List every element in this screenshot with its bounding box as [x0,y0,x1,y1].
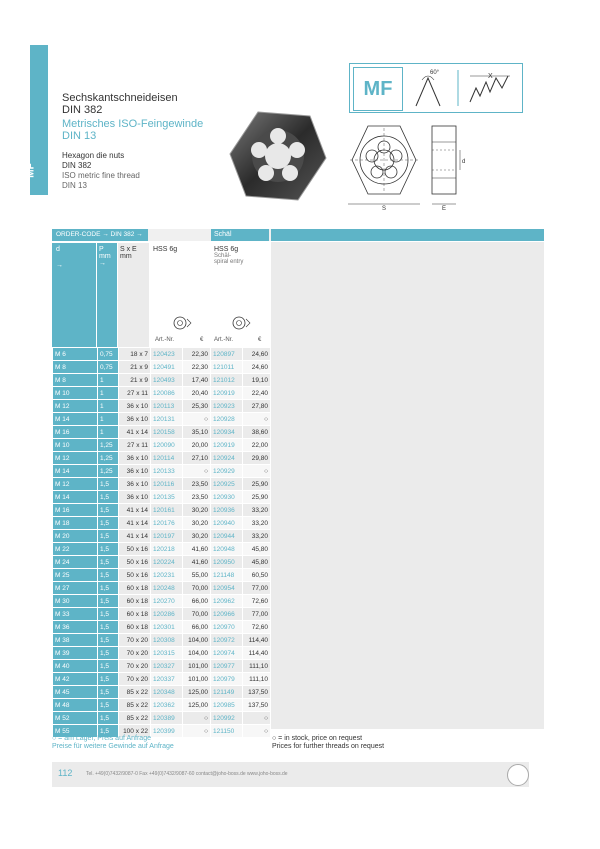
hss-article-cell: 120231 [151,569,182,582]
size-cell: M 10 [53,387,97,400]
hss-price-cell: ○ [183,413,210,426]
size-cell: M 24 [53,556,97,569]
hss-article-cell: 120116 [151,478,182,491]
pitch-cell: 1,5 [98,621,118,634]
size-cell: M 8 [53,374,97,387]
hss-article-cell: 120135 [151,491,182,504]
schal-article-cell: 120950 [211,556,242,569]
size-cell: M 16 [53,504,97,517]
dimension-cell: 70 x 20 [119,634,150,647]
size-cell: M 10 [53,439,97,452]
size-cell: M 12 [53,452,97,465]
schal-price-cell: 38,60 [243,426,270,439]
dimension-cell: 36 x 10 [119,478,150,491]
schal-article-cell: 120936 [211,504,242,517]
hss-article-cell: 120337 [151,673,182,686]
subtitle-de [62,118,203,142]
hss-article-cell: 120491 [151,361,182,374]
dimension-cell: 100 x 22 [119,725,150,738]
table-row [53,426,270,439]
pitch-cell: 1,5 [98,608,118,621]
hex-die-nut-image [228,108,328,204]
dimension-cell: 41 x 14 [119,426,150,439]
table-row [53,491,270,504]
schal-price-cell: 111,10 [243,673,270,686]
dimension-cell: 36 x 10 [119,491,150,504]
hss-article-cell: 120131 [151,413,182,426]
pitch-cell: 1,5 [98,725,118,738]
pitch-cell: 1 [98,374,118,387]
size-cell: M 42 [53,673,97,686]
euro-label-2: € [258,337,262,343]
hss-article-cell: 120158 [151,426,182,439]
mf-label: MF [353,67,403,111]
schal-price-cell: 22,40 [243,387,270,400]
hss-price-cell: ○ [183,725,210,738]
hss-article-cell: 120389 [151,712,182,725]
hss-article-cell: 120161 [151,504,182,517]
table-row [53,569,270,582]
size-cell: M 6 [53,348,97,361]
schal-price-cell: 33,20 [243,530,270,543]
pitch-cell: 1,5 [98,582,118,595]
table-row [53,504,270,517]
dimension-cell: 70 x 20 [119,647,150,660]
dimension-cell: 85 x 22 [119,699,150,712]
hss-price-cell: ○ [183,712,210,725]
pitch-cell: 1,5 [98,491,118,504]
schal-price-cell: 25,90 [243,491,270,504]
size-cell: M 40 [53,660,97,673]
table-row [53,582,270,595]
dimension-cell: 60 x 18 [119,621,150,634]
dimension-cell: 50 x 16 [119,556,150,569]
hss-article-cell: 120308 [151,634,182,647]
schal-article-cell: 120925 [211,478,242,491]
hss-price-cell: 125,00 [183,686,210,699]
pitch-cell: 1,5 [98,478,118,491]
schal-article-cell: 120924 [211,452,242,465]
schal-price-cell: 24,60 [243,348,270,361]
hss-price-cell: 22,30 [183,348,210,361]
pitch-cell: 1 [98,426,118,439]
size-cell: M 12 [53,478,97,491]
table-row [53,452,270,465]
product-table-body [53,348,270,738]
pitch-cell: 1,5 [98,660,118,673]
hss-article-cell: 120176 [151,517,182,530]
schal-price-cell: 72,60 [243,621,270,634]
title-en-line1: Hexagon die nuts [62,151,125,160]
hss-article-cell: 120327 [151,660,182,673]
pitch-cell: 0,75 [98,361,118,374]
hss-price-cell: 101,00 [183,660,210,673]
col-header-hss: HSS 6g [150,243,210,347]
hss-price-cell: 30,20 [183,517,210,530]
col-header-d [52,243,96,347]
dimension-cell: 60 x 18 [119,595,150,608]
hss-article-cell: 120086 [151,387,182,400]
art-label-1: Art.-Nr. [155,337,174,343]
subtitle-en [62,171,140,191]
subtitle-de-line1: Metrisches ISO-Feingewinde [62,118,204,130]
schal-article-cell: 120974 [211,647,242,660]
hss-article-cell: 120224 [151,556,182,569]
schal-article-cell: 120954 [211,582,242,595]
schal-article-cell: 120919 [211,387,242,400]
table-row [53,387,270,400]
schal-price-cell: 33,20 [243,517,270,530]
size-cell: M 39 [53,647,97,660]
order-code-header: ORDER-CODE → DIN 382 → [52,229,148,241]
hss-price-cell: 23,50 [183,491,210,504]
pitch-cell: 1,25 [98,465,118,478]
thread-profile-icon [408,66,518,110]
pitch-cell: 1,5 [98,647,118,660]
schal-price-cell: ○ [243,413,270,426]
hss-price-cell: 20,40 [183,387,210,400]
hss-price-cell: 101,00 [183,673,210,686]
hss-price-cell: 23,50 [183,478,210,491]
schal-price-cell: 22,00 [243,439,270,452]
hss-price-cell: 30,20 [183,530,210,543]
schal-article-cell: 121148 [211,569,242,582]
dimension-cell: 21 x 9 [119,374,150,387]
schal-article-cell: 120930 [211,491,242,504]
table-row [53,413,270,426]
col-header-sxe: S x E mm [118,243,149,347]
schal-article-cell: 120940 [211,517,242,530]
pitch-cell: 1,5 [98,712,118,725]
size-cell: M 20 [53,530,97,543]
hss-price-cell: ○ [183,465,210,478]
dimension-cell: 36 x 10 [119,465,150,478]
size-cell: M 30 [53,595,97,608]
size-cell: M 8 [53,361,97,374]
subtitle-de-line2: DIN 13 [62,130,97,142]
table-row [53,517,270,530]
hss-article-cell: 120315 [151,647,182,660]
pitch-cell: 1 [98,400,118,413]
schal-article-cell: 120929 [211,465,242,478]
pitch-cell: 1 [98,387,118,400]
table-row [53,348,270,361]
pitch-cell: 1,5 [98,673,118,686]
pitch-cell: 1,5 [98,530,118,543]
table-row [53,530,270,543]
svg-text:d: d [462,159,466,165]
dimension-cell: 21 x 9 [119,361,150,374]
dimension-cell: 50 x 16 [119,569,150,582]
dimension-cell: 41 x 14 [119,504,150,517]
size-cell: M 14 [53,465,97,478]
pitch-cell: 0,75 [98,348,118,361]
schal-price-cell: ○ [243,465,270,478]
col-header-p: P mm → [97,243,117,347]
size-cell: M 27 [53,582,97,595]
schal-article-cell: 120934 [211,426,242,439]
size-cell: M 52 [53,712,97,725]
hss-article-cell: 120493 [151,374,182,387]
company-logo-icon [507,764,529,786]
schal-article-cell: 120985 [211,699,242,712]
hss-article-cell: 120133 [151,465,182,478]
title-en-line2: DIN 382 [62,161,92,170]
schal-article-cell: 121011 [211,361,242,374]
angle-label: 60° [430,70,440,76]
schal-price-cell: 114,40 [243,634,270,647]
hss-price-cell: 27,10 [183,452,210,465]
schal-price-cell: 111,10 [243,660,270,673]
hss-article-cell: 120270 [151,595,182,608]
dimension-cell: 18 x 7 [119,348,150,361]
schal-price-cell: 77,00 [243,608,270,621]
size-cell: M 36 [53,621,97,634]
size-cell: M 55 [53,725,97,738]
hss-article-cell: 120218 [151,543,182,556]
size-cell: M 14 [53,491,97,504]
hss-price-cell: 70,00 [183,582,210,595]
x-label: X [488,73,493,80]
hss-price-cell: 30,20 [183,504,210,517]
dimension-cell: 36 x 10 [119,400,150,413]
dimension-cell: 36 x 10 [119,413,150,426]
die-symbol-icon [170,315,192,331]
dimension-cell: 50 x 16 [119,543,150,556]
hss-price-cell: 41,60 [183,543,210,556]
size-cell: M 18 [53,517,97,530]
table-row [53,361,270,374]
svg-text:E: E [442,206,447,212]
schal-article-cell: 120972 [211,634,242,647]
table-row [53,543,270,556]
schal-price-cell: 60,50 [243,569,270,582]
pitch-cell: 1,5 [98,504,118,517]
schal-article-cell: 120897 [211,348,242,361]
schal-article-cell: 120948 [211,543,242,556]
schal-price-cell: 24,60 [243,361,270,374]
schal-article-cell: 120962 [211,595,242,608]
hss-article-cell: 120423 [151,348,182,361]
schal-price-cell: 137,50 [243,699,270,712]
hss-article-cell: 120114 [151,452,182,465]
title-de [62,92,178,116]
size-cell: M 16 [53,426,97,439]
col-d-label: d [56,246,60,253]
schal-price-cell: 45,80 [243,543,270,556]
schal-price-cell: 137,50 [243,686,270,699]
hss-price-cell: 55,00 [183,569,210,582]
schal-price-cell: 72,60 [243,595,270,608]
dimension-cell: 41 x 14 [119,530,150,543]
dimension-cell: 85 x 22 [119,686,150,699]
table-row [53,439,270,452]
schal-article-cell: 120970 [211,621,242,634]
table-row [53,686,270,699]
schal-article-cell: 120919 [211,439,242,452]
pitch-cell: 1,25 [98,452,118,465]
hss-article-cell: 120399 [151,725,182,738]
table-row [53,400,270,413]
size-cell: M 25 [53,569,97,582]
hss-price-cell: 66,00 [183,595,210,608]
table-row [53,595,270,608]
pitch-cell: 1,5 [98,634,118,647]
hss-article-cell: 120348 [151,686,182,699]
dimension-cell: 85 x 22 [119,712,150,725]
pitch-cell: 1,5 [98,686,118,699]
table-row [53,660,270,673]
page-number: 112 [58,768,73,778]
size-cell: M 45 [53,686,97,699]
size-cell: M 14 [53,413,97,426]
schal-article-cell: 121012 [211,374,242,387]
dimension-cell: 36 x 10 [119,452,150,465]
technical-drawing [340,120,530,212]
schal-price-cell: ○ [243,725,270,738]
hss-article-cell: 120301 [151,621,182,634]
schal-article-cell: 120979 [211,673,242,686]
subtitle-en-line1: ISO metric fine thread [62,171,140,180]
footer-note-de: ○ = am Lager, Preis auf Anfrage Preise für weitere Gewinde auf Anfrage [52,735,174,750]
pitch-cell: 1,5 [98,517,118,530]
size-cell: M 12 [53,400,97,413]
hss-article-cell: 120286 [151,608,182,621]
hss-price-cell: 104,00 [183,634,210,647]
contact-line: Tel. +49(0)7432/9087-0 Fax +49(0)7432/9087-60 contact@joho-boss.de www.joho-boss.de [86,771,288,777]
table-row [53,556,270,569]
hss-article-cell: 120090 [151,439,182,452]
hss-article-cell: 120197 [151,530,182,543]
pitch-cell: 1 [98,413,118,426]
col-d-arrow: → [56,262,63,269]
hss-price-cell: 17,40 [183,374,210,387]
schal-price-cell: 27,80 [243,400,270,413]
table-row [53,621,270,634]
schal-article-cell: 120992 [211,712,242,725]
hss-price-cell: 104,00 [183,647,210,660]
schal-price-cell: 29,80 [243,452,270,465]
pitch-cell: 1,5 [98,556,118,569]
hss-article-cell: 120113 [151,400,182,413]
table-row [53,712,270,725]
table-row [53,374,270,387]
title-de-line1: Sechskantschneideisen [62,92,178,104]
pitch-cell: 1,5 [98,699,118,712]
svg-text:S: S [382,206,387,212]
col-header-schal: HSS 6g Schäl- spiral entry [211,243,269,347]
schal-price-cell: 25,90 [243,478,270,491]
schal-price-cell: 77,00 [243,582,270,595]
schal-price-cell: 33,20 [243,504,270,517]
subtitle-en-line2: DIN 13 [62,181,87,190]
dimension-cell: 27 x 11 [119,387,150,400]
table-row [53,673,270,686]
schal-article-cell: 120966 [211,608,242,621]
size-cell: M 33 [53,608,97,621]
header-spacer [149,229,211,241]
schal-article-cell: 120977 [211,660,242,673]
table-row [53,465,270,478]
pitch-cell: 1,5 [98,595,118,608]
table-row [53,699,270,712]
pitch-cell: 1,5 [98,543,118,556]
hss-price-cell: 35,10 [183,426,210,439]
art-label-2: Art.-Nr. [214,337,233,343]
table-row [53,647,270,660]
dimension-cell: 27 x 11 [119,439,150,452]
hss-price-cell: 41,60 [183,556,210,569]
hss-article-cell: 120248 [151,582,182,595]
schal-article-cell: 120923 [211,400,242,413]
title-de-line2: DIN 382 [62,104,103,116]
hss-price-cell: 70,00 [183,608,210,621]
hss-article-cell: 120362 [151,699,182,712]
dimension-cell: 60 x 18 [119,582,150,595]
header-right-band [271,229,544,241]
hss-price-cell: 25,30 [183,400,210,413]
dimension-cell: 70 x 20 [119,673,150,686]
hss-price-cell: 22,30 [183,361,210,374]
size-cell: M 22 [53,543,97,556]
side-tab [25,45,48,195]
dimension-cell: 70 x 20 [119,660,150,673]
hss-price-cell: 66,00 [183,621,210,634]
schal-header: Schäl [211,229,269,241]
table-row [53,478,270,491]
spiral-die-symbol-icon [229,315,251,331]
schal-price-cell: 114,40 [243,647,270,660]
pitch-cell: 1,5 [98,569,118,582]
title-en [62,151,124,171]
size-cell: M 48 [53,699,97,712]
size-cell: M 38 [53,634,97,647]
hss-price-cell: 20,00 [183,439,210,452]
empty-panel [271,242,544,729]
side-tab-label: MF [25,163,37,178]
schal-article-cell: 121150 [211,725,242,738]
hss-price-cell: 125,00 [183,699,210,712]
pitch-cell: 1,25 [98,439,118,452]
schal-article-cell: 121149 [211,686,242,699]
dimension-cell: 41 x 14 [119,517,150,530]
table-row [53,608,270,621]
schal-article-cell: 120928 [211,413,242,426]
schal-price-cell: 19,10 [243,374,270,387]
schal-article-cell: 120944 [211,530,242,543]
euro-label-1: € [200,337,204,343]
schal-price-cell: ○ [243,712,270,725]
footer-note-en: ○ = in stock, price on request Prices for further threads on request [272,735,385,750]
table-row [53,634,270,647]
product-table [52,348,271,738]
schal-price-cell: 45,80 [243,556,270,569]
dimension-cell: 60 x 18 [119,608,150,621]
